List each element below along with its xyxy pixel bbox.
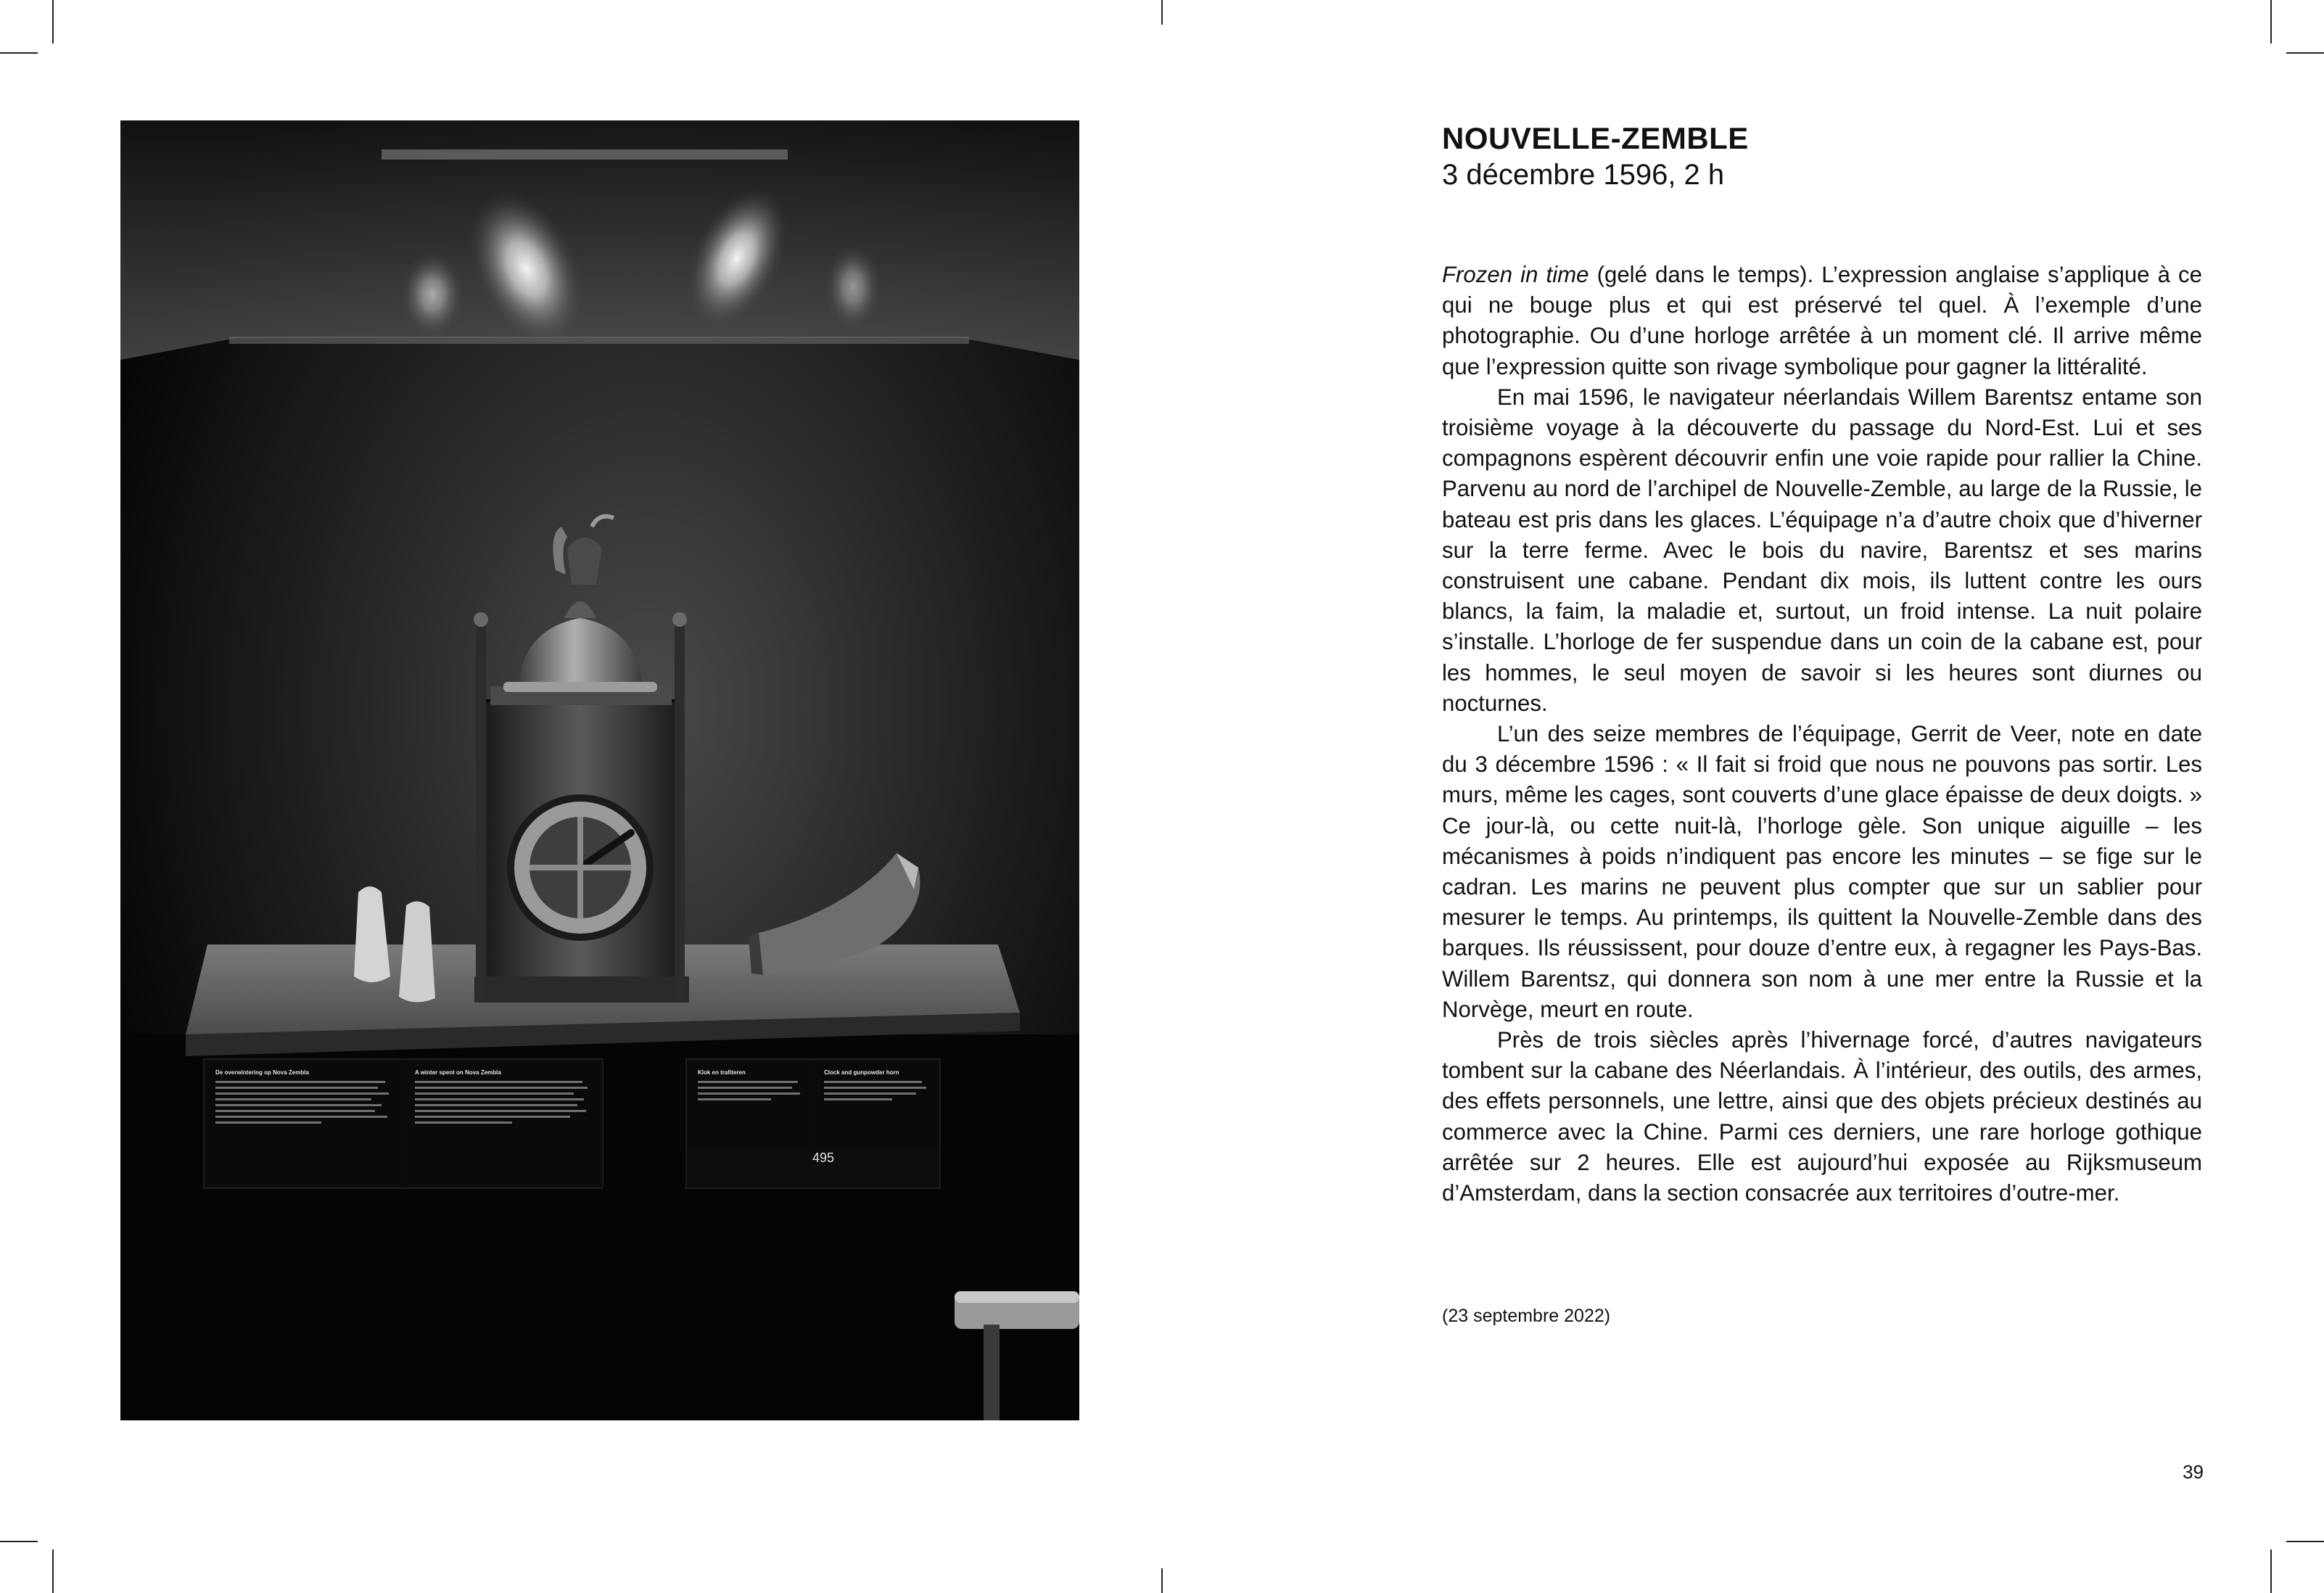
article	[1442, 120, 2202, 1209]
exhibit-number: 495	[812, 1150, 835, 1165]
crop-mark	[2286, 1541, 2324, 1542]
exhibit-placard-left	[205, 1061, 403, 1187]
date-note: (23 septembre 2022)	[1442, 1306, 1611, 1326]
paragraph-1	[1442, 260, 2202, 382]
crop-mark	[52, 1549, 54, 1593]
paragraph-4: Près de trois siècles après l’hivernage forcé, d’autres navigateurs tombent sur la cabane des Néerlandais. À l’intérieur, des outils, des armes, des effets personnels, une lettre, ainsi que des objets précieux destinés au commerce avec la Chine. Parmi ces derniers, une rare horloge gothique arrêtée sur 2 heures. Elle est aujourd’hui exposée au Rijksmuseum d’Amsterdam, dans la section consacrée aux territoires d’outre-mer.	[1442, 1027, 2202, 1206]
italic-phrase: Frozen in time	[1442, 262, 1589, 287]
paragraph-2: En mai 1596, le navigateur néerlandais Willem Barentsz entame son troisième voyage à la découverte du passage du Nord-Est. Lui et ses compagnons espèrent découvrir enfin une voie rapide pour rallier la Chine. Parvenu au nord de l’archipel de Nouvelle-Zemble, au large de la Russie, le bateau est pris dans les glaces. L’équipage n’a d’autre choix que d’hiverner sur la terre ferme. Avec le bois du navire, Barentsz et ses marins construisent une cabane. Pendant dix mois, ils luttent contre les ours blancs, la faim, la maladie et, surtout, un froid intense. La nuit polaire s’installe. L’horloge de fer suspendue dans un coin de la cabane est, pour les hommes, le seul moyen de savoir si les heures sont diurnes ou nocturnes.	[1442, 384, 2202, 716]
clock-exhibit-illustration	[120, 120, 1079, 1420]
crop-mark	[52, 0, 54, 44]
article-title: NOUVELLE-ZEMBLE	[1442, 121, 1749, 155]
page-number: 39	[2183, 1461, 2204, 1483]
crop-mark	[2270, 1549, 2272, 1593]
paragraph-1-text: (gelé dans le temps). L’expression anglaise s’applique à ce qui ne bouge plus et qui est préservé tel quel. À l’exemple d’une photographie. Ou d’une horloge arrêtée à un moment clé. Il arrive même que l’expression quitte son rivage symbolique pour gagner la littéralité.	[1442, 262, 2202, 379]
exhibit-placard-left-en	[405, 1061, 601, 1187]
placard-title-english: A winter spent on Nova Zembla	[415, 1069, 501, 1076]
placard-body-lines	[824, 1081, 928, 1100]
article-body	[1442, 260, 2202, 1209]
crop-mark	[0, 52, 38, 54]
placard-body-lines	[215, 1081, 392, 1124]
crop-mark	[2270, 0, 2272, 44]
paragraph-3: L’un des seize membres de l’équipage, Gerrit de Veer, note en date du 3 décembre 1596 : « Il fait si froid que nous ne pouvons pas sortir. Les murs, même les cages, sont couverts d’une glace épaisse de deux doigts. » Ce jour-là, ou cette nuit-là, l’horloge gèle. Son unique aiguille – les mécanismes à poids n’indiquent pas encore les minutes – se fige sur le cadran. Les marins ne peuvent plus compter que sur un sablier pour mesurer le temps. Au printemps, ils quittent la Nouvelle-Zemble dans des barques. Ils réussissent, pour douze d’entre eux, à regagner les Pays-Bas. Willem Barentsz, qui donnera son nom à une mer entre la Russie et la Norvège, meurt en route.	[1442, 721, 2202, 1022]
placard-body-lines	[415, 1081, 591, 1124]
placard-body-lines	[698, 1081, 802, 1100]
crop-mark	[1161, 0, 1163, 25]
placard-title-dutch: Klok en trafiteren	[698, 1069, 746, 1076]
crop-mark	[0, 1541, 38, 1542]
crop-mark	[1161, 1568, 1163, 1593]
exhibit-placard-right-en	[814, 1061, 939, 1148]
placard-title-dutch: De overwintering op Nova Zembla	[215, 1069, 309, 1076]
article-subtitle: 3 décembre 1596, 2 h	[1442, 159, 1725, 191]
placard-title-english: Clock and gunpowder horn	[824, 1069, 899, 1076]
crop-mark	[2286, 52, 2324, 54]
exhibit-placard-right	[688, 1061, 812, 1148]
museum-clock-photo	[120, 120, 1079, 1420]
